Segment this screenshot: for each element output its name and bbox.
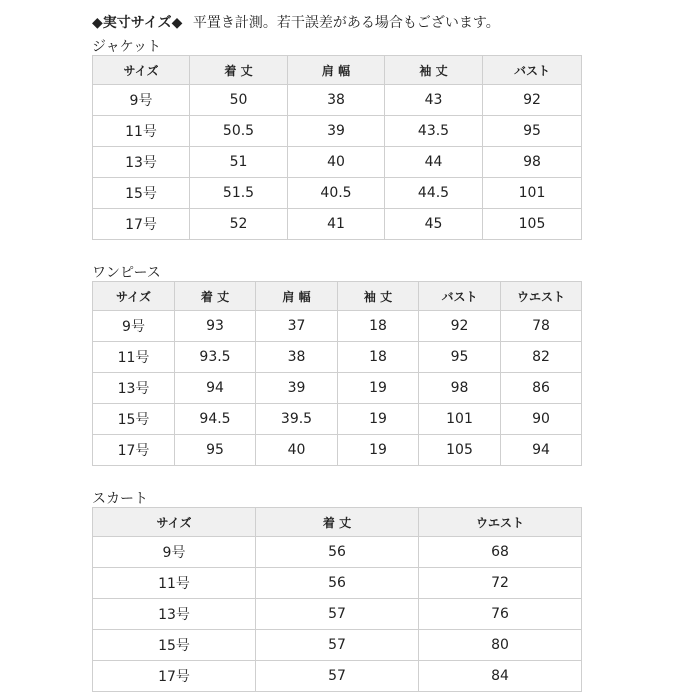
table-cell: 17号 — [93, 661, 256, 692]
table-cell: 39 — [256, 373, 338, 404]
table-row — [93, 568, 582, 599]
table-cell: 9号 — [93, 311, 175, 342]
jacket-size-table — [92, 55, 582, 240]
size-heading — [92, 12, 500, 32]
table-cell: 19 — [338, 435, 419, 466]
table-cell: 40 — [256, 435, 338, 466]
table-cell: 13号 — [93, 147, 190, 178]
table-row — [93, 661, 582, 692]
onepiece-label: ワンピース — [92, 265, 161, 281]
skirt-label: スカート — [92, 491, 148, 507]
table-cell: 50.5 — [190, 116, 288, 147]
table-row — [93, 178, 582, 209]
table-cell: 57 — [256, 661, 419, 692]
column-header: 着 丈 — [190, 56, 288, 85]
table-cell: 68 — [419, 537, 582, 568]
table-cell: 39 — [288, 116, 385, 147]
table-cell: 11号 — [93, 116, 190, 147]
table-cell: 15号 — [93, 178, 190, 209]
table-cell: 56 — [256, 568, 419, 599]
table-row — [93, 599, 582, 630]
table-cell: 95 — [175, 435, 256, 466]
table-cell: 18 — [338, 311, 419, 342]
column-header: 袖 丈 — [338, 282, 419, 311]
column-header: 着 丈 — [175, 282, 256, 311]
table-cell: 86 — [501, 373, 582, 404]
table-cell: 19 — [338, 373, 419, 404]
table-cell: 51.5 — [190, 178, 288, 209]
table-cell: 17号 — [93, 435, 175, 466]
table-cell: 94 — [175, 373, 256, 404]
table-cell: 15号 — [93, 404, 175, 435]
heading-title: ◆実寸サイズ◆ — [92, 15, 183, 31]
table-row — [93, 209, 582, 240]
column-header: バスト — [419, 282, 501, 311]
skirt-size-table — [92, 507, 582, 692]
table-row — [93, 435, 582, 466]
column-header: 袖 丈 — [385, 56, 483, 85]
jacket-label: ジャケット — [92, 39, 162, 55]
table-cell: 9号 — [93, 85, 190, 116]
table-cell: 52 — [190, 209, 288, 240]
table-cell: 95 — [419, 342, 501, 373]
table-cell: 19 — [338, 404, 419, 435]
column-header: 肩 幅 — [256, 282, 338, 311]
table-cell: 43 — [385, 85, 483, 116]
table-row — [93, 342, 582, 373]
table-cell: 56 — [256, 537, 419, 568]
table-row — [93, 537, 582, 568]
column-header: ウエスト — [501, 282, 582, 311]
table-cell: 37 — [256, 311, 338, 342]
table-cell: 95 — [483, 116, 582, 147]
column-header: サイズ — [93, 282, 175, 311]
table-cell: 51 — [190, 147, 288, 178]
table-cell: 39.5 — [256, 404, 338, 435]
table-cell: 98 — [483, 147, 582, 178]
table-cell: 57 — [256, 599, 419, 630]
column-header: 肩 幅 — [288, 56, 385, 85]
table-cell: 57 — [256, 630, 419, 661]
table-cell: 41 — [288, 209, 385, 240]
table-row — [93, 630, 582, 661]
onepiece-size-table — [92, 281, 582, 466]
table-cell: 11号 — [93, 568, 256, 599]
table-cell: 38 — [288, 85, 385, 116]
table-cell: 94.5 — [175, 404, 256, 435]
table-cell: 50 — [190, 85, 288, 116]
table-row — [93, 85, 582, 116]
column-header: ウエスト — [419, 508, 582, 537]
table-cell: 17号 — [93, 209, 190, 240]
table-cell: 84 — [419, 661, 582, 692]
heading-note: 平置き計測。若干誤差がある場合もございます。 — [192, 15, 500, 31]
table-header-row — [93, 508, 582, 537]
table-cell: 15号 — [93, 630, 256, 661]
table-cell: 11号 — [93, 342, 175, 373]
table-cell: 82 — [501, 342, 582, 373]
table-cell: 105 — [419, 435, 501, 466]
column-header: 着 丈 — [256, 508, 419, 537]
table-cell: 9号 — [93, 537, 256, 568]
table-cell: 40.5 — [288, 178, 385, 209]
table-row — [93, 147, 582, 178]
table-cell: 76 — [419, 599, 582, 630]
table-cell: 78 — [501, 311, 582, 342]
column-header: サイズ — [93, 56, 190, 85]
table-cell: 90 — [501, 404, 582, 435]
table-cell: 13号 — [93, 373, 175, 404]
table-cell: 80 — [419, 630, 582, 661]
table-cell: 101 — [419, 404, 501, 435]
table-cell: 40 — [288, 147, 385, 178]
table-row — [93, 404, 582, 435]
table-cell: 98 — [419, 373, 501, 404]
table-row — [93, 311, 582, 342]
table-cell: 93 — [175, 311, 256, 342]
table-cell: 101 — [483, 178, 582, 209]
table-row — [93, 373, 582, 404]
column-header: バスト — [483, 56, 582, 85]
table-cell: 94 — [501, 435, 582, 466]
table-header-row — [93, 282, 582, 311]
column-header: サイズ — [93, 508, 256, 537]
table-cell: 44.5 — [385, 178, 483, 209]
table-cell: 72 — [419, 568, 582, 599]
table-cell: 105 — [483, 209, 582, 240]
table-cell: 43.5 — [385, 116, 483, 147]
table-row — [93, 116, 582, 147]
table-cell: 92 — [419, 311, 501, 342]
table-cell: 44 — [385, 147, 483, 178]
table-header-row — [93, 56, 582, 85]
table-cell: 92 — [483, 85, 582, 116]
table-cell: 13号 — [93, 599, 256, 630]
table-cell: 18 — [338, 342, 419, 373]
table-cell: 38 — [256, 342, 338, 373]
table-cell: 45 — [385, 209, 483, 240]
table-cell: 93.5 — [175, 342, 256, 373]
